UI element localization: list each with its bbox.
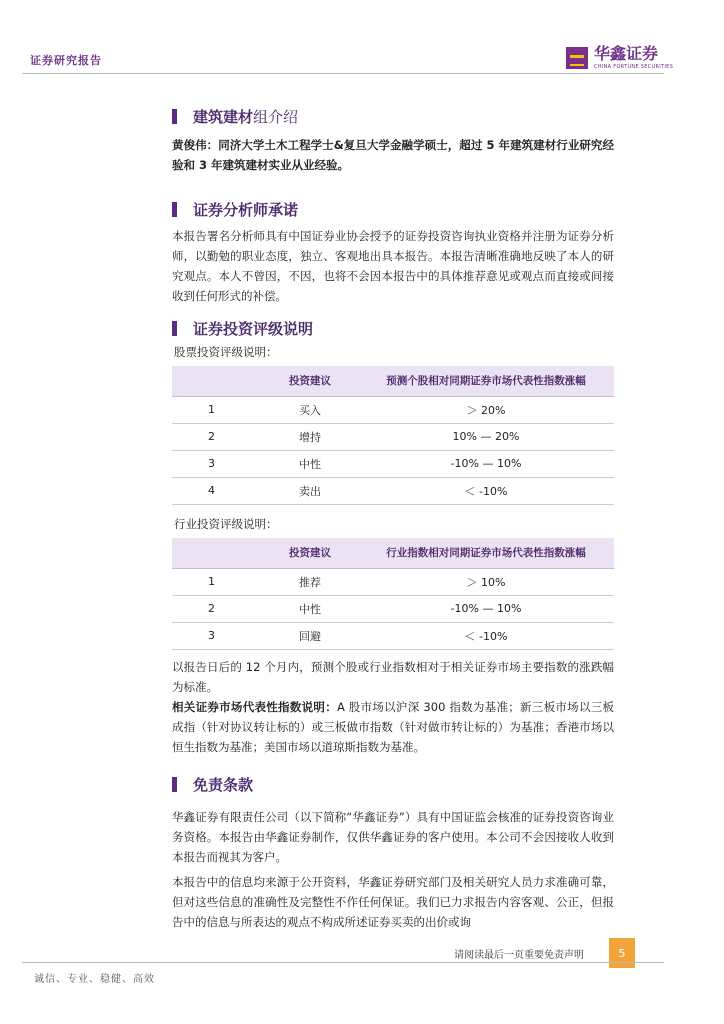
table-cell: 增持 — [262, 423, 358, 450]
table-row — [172, 595, 614, 622]
index-explanation-text: A 股市场以沪深 300 指数为基准；新三板市场以三板成指（针对协议转让标的）或三板做市指数（针对做市转让标的）为基准；香港市场以恒生指数为基准；美国市场以道琼斯指数为基准。 — [172, 700, 615, 754]
table-header-row — [172, 366, 614, 396]
table-cell: 买入 — [262, 396, 358, 423]
logo-name-cn: 华鑫证券 — [594, 44, 659, 63]
section-marker — [172, 109, 177, 124]
logo-mark-icon — [566, 47, 588, 69]
industry-rating-caption: 行业投资评级说明： — [174, 517, 278, 531]
section-title-rating — [172, 318, 313, 339]
table-cell: 回避 — [262, 622, 358, 649]
section-marker — [172, 777, 177, 792]
section-title-disclaimer — [172, 774, 253, 795]
table-cell: ＞ 10% — [358, 568, 614, 595]
team-title-part2: 组介绍 — [253, 108, 299, 126]
table-header-cell — [172, 366, 262, 396]
table-row — [172, 477, 614, 504]
rating-title: 证券投资评级说明 — [193, 320, 314, 338]
table-cell: 卖出 — [262, 477, 358, 504]
page-header — [0, 0, 724, 80]
table-cell: 推荐 — [262, 568, 358, 595]
industry-rating-table — [172, 538, 614, 650]
table-header-cell: 投资建议 — [262, 366, 358, 396]
table-cell: 2 — [172, 595, 262, 622]
report-type-label: 证券研究报告 — [30, 54, 102, 67]
team-title-part1: 建筑建材 — [193, 108, 254, 126]
index-explanation — [172, 697, 614, 757]
table-cell: 3 — [172, 450, 262, 477]
pledge-text: 本报告署名分析师具有中国证券业协会授予的证券投资咨询执业资格并注册为证券分析师，以勤勉的职业态度，独立、客观地出具本报告。本报告清晰准确地反映了本人的研究观点。本人不曾因，不因，也将不会因本报告中的具体推荐意见或观点而直接或间接收到任何形式的补偿。 — [172, 229, 614, 303]
table-header-cell: 投资建议 — [262, 538, 358, 568]
table-header-cell: 预测个股相对同期证券市场代表性指数涨幅 — [358, 366, 614, 396]
logo-name-en: CHINA FORTUNE SECURITIES — [594, 64, 674, 70]
table-row — [172, 622, 614, 649]
disclaimer-title: 免责条款 — [193, 776, 254, 794]
table-cell: -10% — 10% — [358, 450, 614, 477]
table-header-cell — [172, 538, 262, 568]
disclaimer-para-2: 本报告中的信息均来源于公开资料，华鑫证券研究部门及相关研究人员力求准确可靠，但对这些信息的准确性及完整性不作任何保证。我们已力求报告内容客观、公正，但报告中的信息与所表达的观点不构成所述证券买卖的出价或询 — [172, 875, 614, 929]
table-row — [172, 450, 614, 477]
team-bio: 黄俊伟：同济大学土木工程学士&复旦大学金融学硕士，超过 5 年建筑建材行业研究经验和 3 年建筑建材实业从业经验。 — [172, 138, 614, 172]
section-marker — [172, 321, 177, 336]
table-cell: 中性 — [262, 450, 358, 477]
pledge-title: 证券分析师承诺 — [193, 201, 299, 219]
table-cell: 4 — [172, 477, 262, 504]
table-row — [172, 568, 614, 595]
table-header-row — [172, 538, 614, 568]
section-marker — [172, 202, 177, 217]
table-cell: 1 — [172, 568, 262, 595]
table-cell: 中性 — [262, 595, 358, 622]
table-header-cell: 行业指数相对同期证券市场代表性指数涨幅 — [358, 538, 614, 568]
table-cell: 1 — [172, 396, 262, 423]
section-title-team — [172, 106, 298, 127]
table-cell: 3 — [172, 622, 262, 649]
table-cell: ＜ -10% — [358, 477, 614, 504]
index-explanation-label: 相关证券市场代表性指数说明： — [172, 700, 337, 714]
table-cell: -10% — 10% — [358, 595, 614, 622]
stock-rating-table — [172, 366, 614, 505]
disclaimer-para-1: 华鑫证券有限责任公司（以下简称“华鑫证券”）具有中国证监会核准的证券投资咨询业务资格。本报告由华鑫证券制作，仅供华鑫证券的客户使用。本公司不会因接收人收到本报告而视其为客户。 — [172, 810, 614, 864]
table-cell: ＞ 20% — [358, 396, 614, 423]
footer-notice: 请阅读最后一页重要免责声明 — [454, 950, 584, 961]
rating-period-note: 以报告日后的 12 个月内，预测个股或行业指数相对于相关证券市场主要指数的涨跌幅为标准。 — [172, 660, 614, 694]
company-logo — [566, 46, 673, 70]
page-number-badge: 5 — [609, 938, 635, 968]
table-row — [172, 396, 614, 423]
table-cell: 10% — 20% — [358, 423, 614, 450]
table-cell: ＜ -10% — [358, 622, 614, 649]
footer-divider — [22, 962, 664, 963]
table-row — [172, 423, 614, 450]
table-cell: 2 — [172, 423, 262, 450]
stock-rating-caption: 股票投资评级说明： — [174, 345, 278, 359]
header-divider — [22, 73, 664, 74]
section-title-pledge — [172, 199, 298, 220]
footer-motto: 诚信、专业、稳健、高效 — [34, 974, 155, 985]
